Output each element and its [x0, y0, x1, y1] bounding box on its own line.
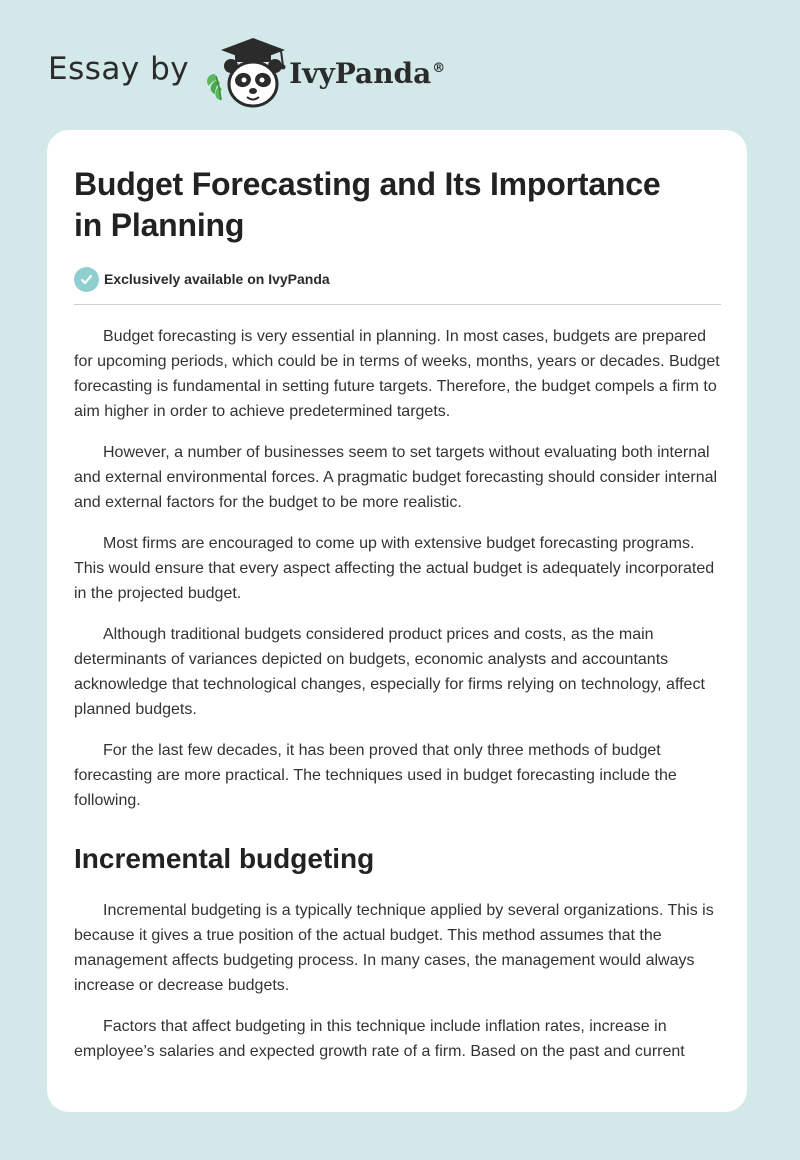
paragraph: Incremental budgeting is a typically technique applied by several organizations. This is because it gives a true position of the actual budget. This method assumes that the management affects budgeting process. In many cases, the management would always increase or decrease budgets. — [74, 902, 714, 994]
paragraph: Factors that affect budgeting in this technique include inflation rates, increase in employee’s salaries and expected growth rate of a firm. Based on the past and current — [74, 1018, 685, 1060]
title-line-2: in Planning — [74, 207, 245, 243]
paragraph: For the last few decades, it has been proved that only three methods of budget forecasting are more practical. The techniques used in budget forecasting include the following. — [74, 742, 677, 809]
brand-text: IvyPanda — [289, 56, 432, 90]
site-header — [48, 34, 445, 110]
paragraph: However, a number of businesses seem to set targets without evaluating both internal and external environmental forces. A pragmatic budget forecasting should consider internal and external factors for the budget to be more realistic. — [74, 444, 718, 511]
checkmark-icon — [74, 267, 99, 292]
paragraph: Budget forecasting is very essential in planning. In most cases, budgets are prepared for upcoming periods, which could be in terms of weeks, months, years or decades. Budget forecasting is fundamental in setting future targets. Therefore, the budget compels a firm to aim higher in order to achieve predetermined targets. — [74, 328, 720, 420]
title-line-1: Budget Forecasting and Its Importance — [74, 166, 661, 202]
section-heading: Incremental budgeting — [74, 843, 375, 874]
article-title — [74, 164, 721, 246]
essay-by-label: Essay by — [48, 51, 190, 87]
panda-logo-icon[interactable] — [203, 34, 295, 110]
brand-name[interactable] — [289, 57, 445, 90]
exclusive-badge-label: Exclusively available on IvyPanda — [104, 271, 330, 287]
paragraph: Although traditional budgets considered product prices and costs, as the main determinants of variances depicted on budgets, economic analysts and accountants acknowledge that technological changes, especially for firms relying on technology, affect planned budgets. — [74, 626, 705, 718]
registered-mark: ® — [432, 61, 446, 77]
exclusive-badge — [74, 266, 721, 292]
divider — [74, 304, 721, 305]
article-card — [47, 130, 747, 1112]
ivy-leaf-icon — [207, 74, 222, 100]
paragraph: Most firms are encouraged to come up with extensive budget forecasting programs. This would ensure that every aspect affecting the actual budget is adequately incorporated in the projected budget. — [74, 535, 715, 602]
